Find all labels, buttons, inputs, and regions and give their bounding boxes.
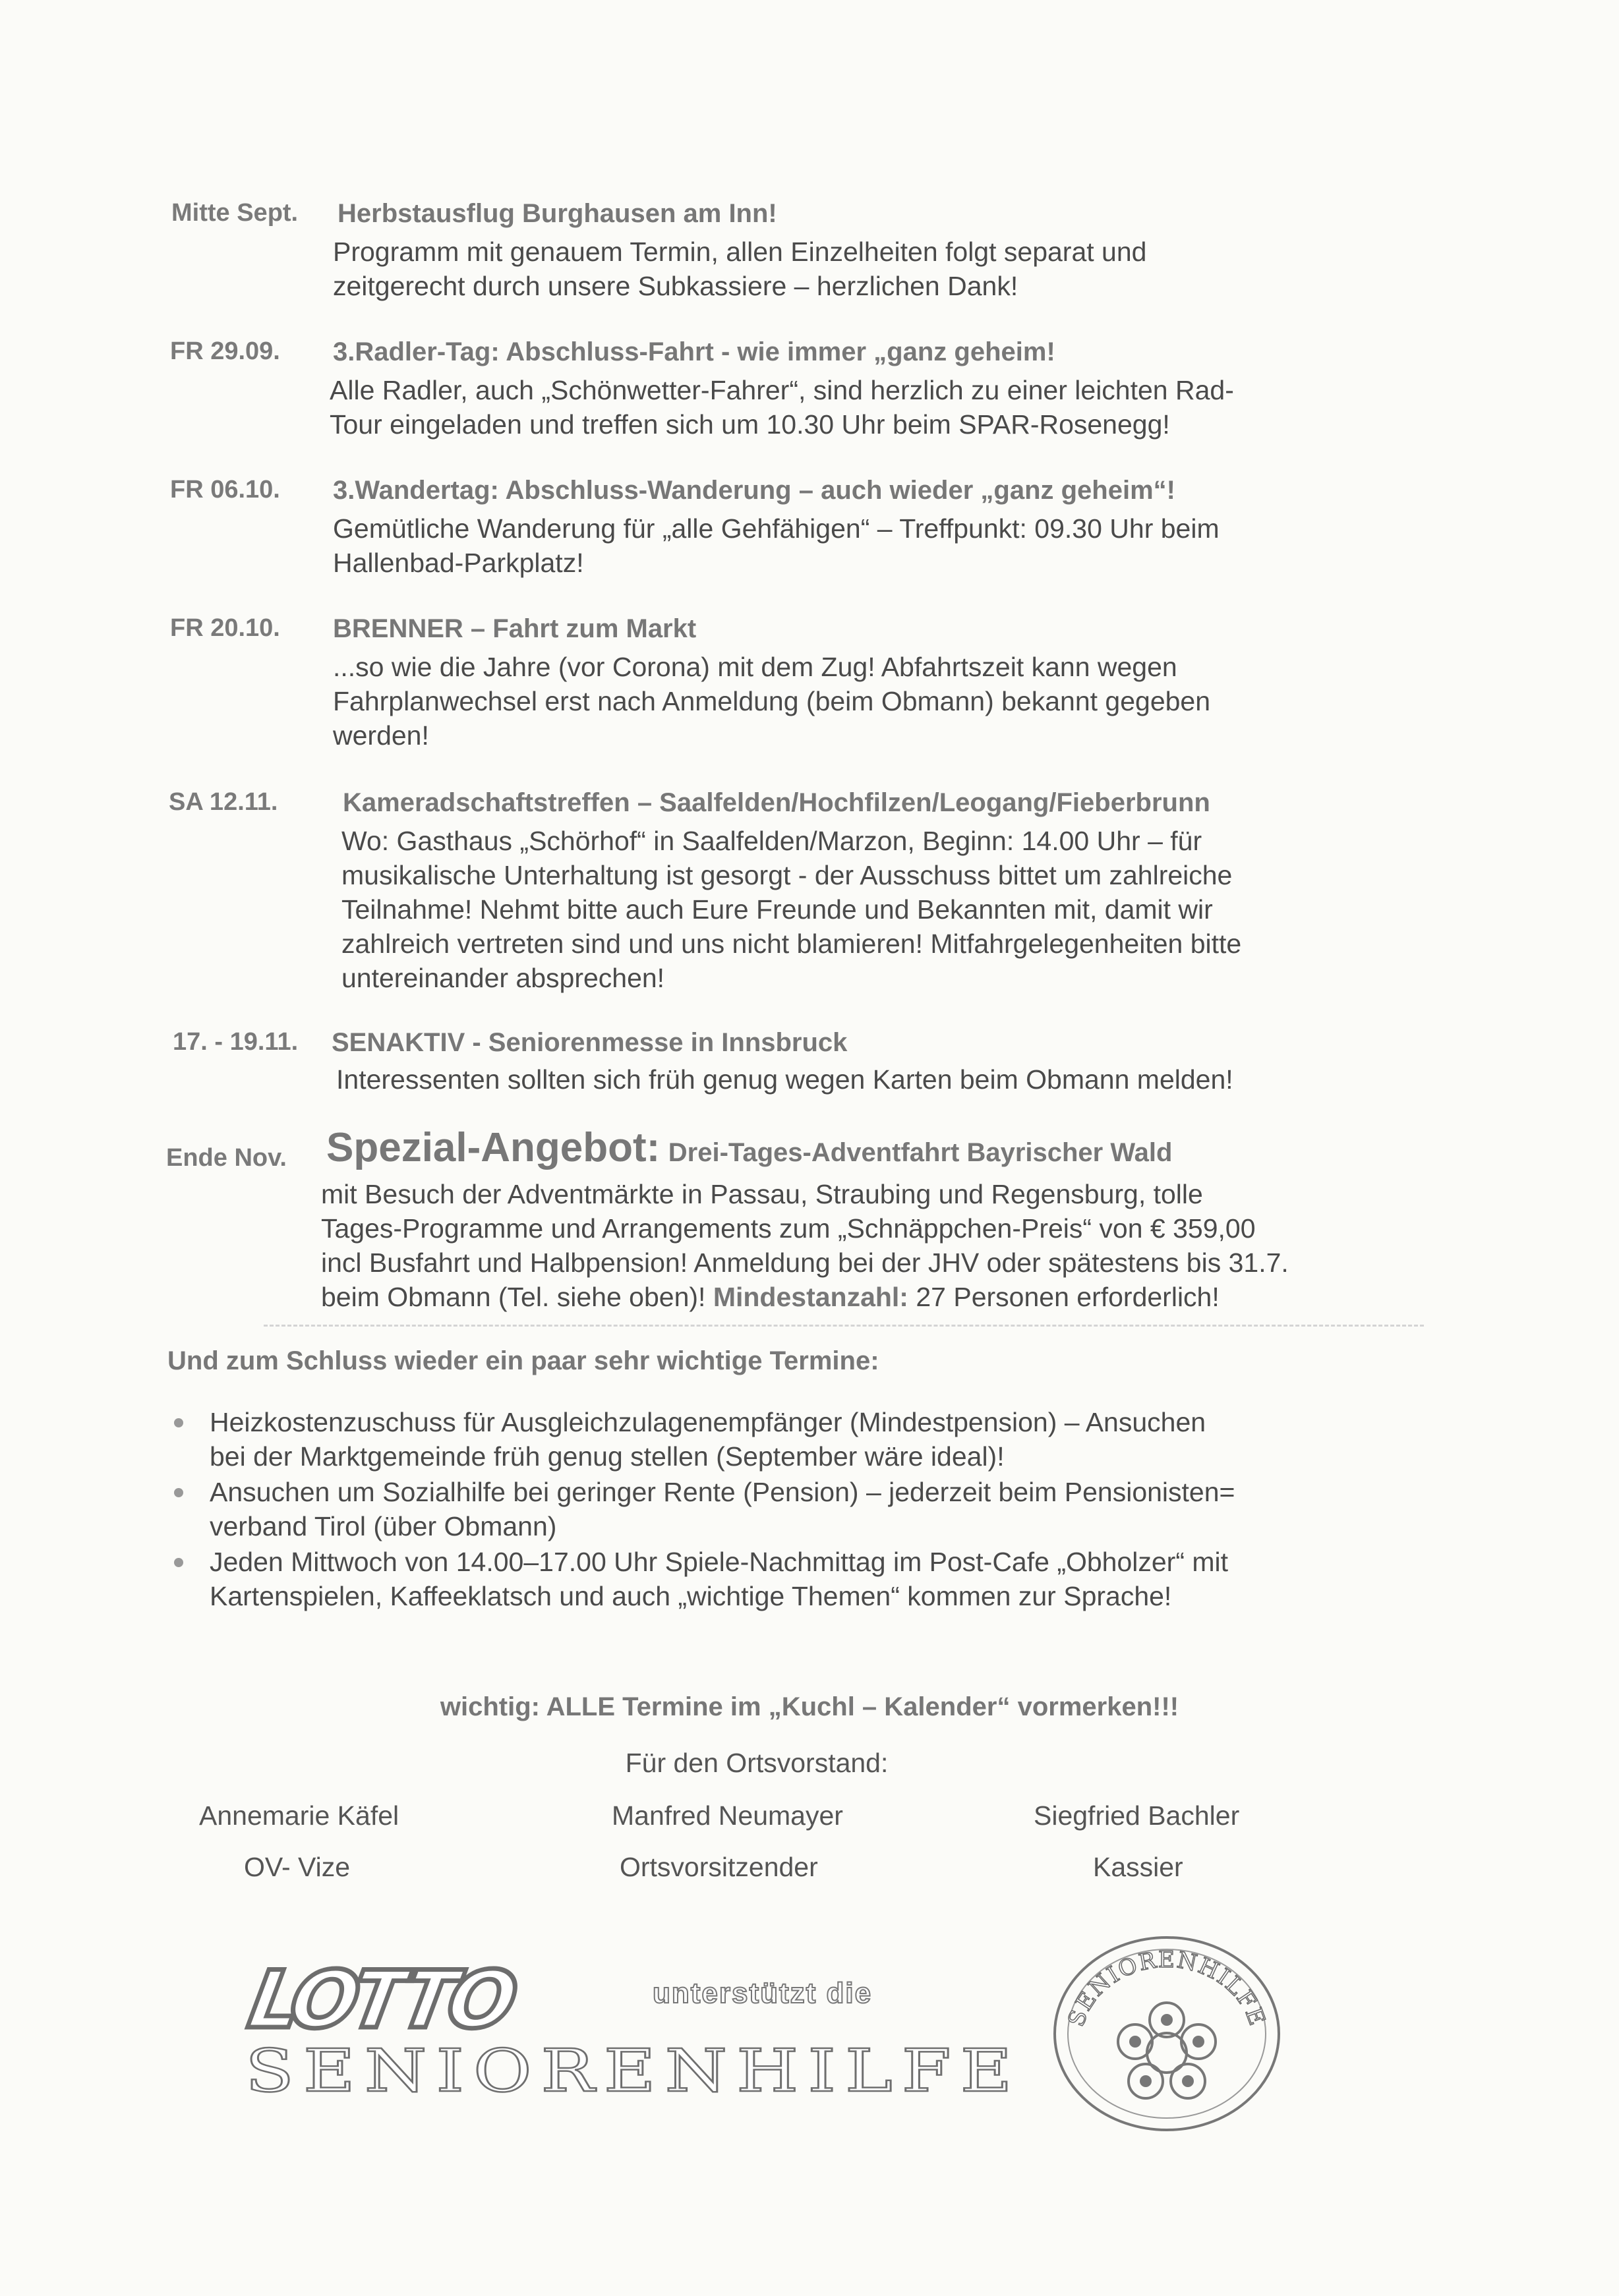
event-description [333,235,1146,303]
lotto-logo: LOTTO [242,1955,517,2046]
description-line: Programm mit genauem Termin, allen Einzelheiten folgt separat und [333,237,1147,267]
description-line: Fahrplanwechsel erst nach Anmeldung (beim Obmann) bekannt gegeben [333,686,1211,716]
description-line: Tour eingeladen und treffen sich um 10.30 Uhr beim SPAR-Rosenegg! [330,409,1170,440]
description-line: untereinander absprechen! [341,963,665,993]
divider [264,1325,1424,1327]
description-line: musikalische Unterhaltung ist gesorgt - der Ausschuss bittet um zahlreiche [341,860,1233,890]
signature-name: Annemarie Käfel [199,1800,399,1831]
description-line: Interessenten sollten sich früh genug wegen Karten beim Obmann melden! [336,1064,1233,1095]
event-title: 3.Radler-Tag: Abschluss-Fahrt - wie immer „ganz geheim! [333,337,1055,366]
event-date: FR 29.09. [170,337,280,365]
list-item [210,1475,1429,1543]
description-line [321,1280,1289,1314]
text: Kartenspielen, Kaffeeklatsch und auch „wichtige Themen“ kommen zur Sprache! [210,1581,1172,1611]
supports-text: unterstützt die [653,1977,873,2009]
signature-role: OV- Vize [244,1852,351,1882]
closing-heading: Und zum Schluss wieder ein paar sehr wichtige Termine: [167,1346,879,1375]
seal-text: SENIORENHILFE [1063,1946,1271,2030]
seniorenhilfe-wordmark: SENIORENHILFE [245,2038,1022,2106]
event-description [333,511,1220,580]
event-description [333,650,1210,753]
event-date: FR 06.10. [170,476,280,503]
event-date: 17. - 19.11. [173,1028,299,1056]
seniorenhilfe-seal-icon [1048,1931,1285,2137]
reminder: wichtig: ALLE Termine im „Kuchl – Kalender“ vormerken!!! [440,1692,1179,1721]
signature-name: Siegfried Bachler [1034,1800,1240,1831]
event-description [330,373,1234,442]
special-title: Drei-Tages-Adventfahrt Bayrischer Wald [668,1138,1173,1167]
description-line: zahlreich vertreten sind und uns nicht blamieren! Mitfahrgelegenheiten bitte [341,929,1242,959]
list-item [210,1545,1429,1613]
special-headline: Spezial-Angebot: [326,1125,661,1170]
description-line: incl Busfahrt und Halbpension! Anmeldung bei der JHV oder spätestens bis 31.7. [321,1248,1289,1278]
list-item [210,1405,1429,1474]
event-date: FR 20.10. [170,614,280,642]
description-line: mit Besuch der Adventmärkte in Passau, Straubing und Regensburg, tolle [321,1179,1203,1209]
event-date: Ende Nov. [166,1144,287,1172]
text: Jeden Mittwoch von 14.00–17.00 Uhr Spiele-Nachmittag im Post-Cafe „Obholzer“ mit [210,1547,1229,1577]
text: beim Obmann (Tel. siehe oben)! [321,1282,706,1312]
event-title: 3.Wandertag: Abschluss-Wanderung – auch wieder „ganz geheim“! [333,476,1175,505]
signature-role: Ortsvorsitzender [620,1852,818,1882]
description-line: Teilnahme! Nehmt bitte auch Eure Freunde und Bekannten mit, damit wir [341,894,1213,925]
text: Heizkostenzuschuss für Ausgleichzulagenempfänger (Mindestpension) – Ansuchen [210,1407,1206,1437]
event-description [341,824,1241,995]
event-title: BRENNER – Fahrt zum Markt [333,614,697,643]
signature-role: Kassier [1093,1852,1183,1882]
event-description [321,1177,1289,1314]
event-description [336,1062,1233,1097]
description-line: werden! [333,720,429,751]
description-line: Gemütliche Wanderung für „alle Gehfähigen“ – Treffpunkt: 09.30 Uhr beim [333,513,1220,544]
text: Ansuchen um Sozialhilfe bei geringer Rente (Pension) – jederzeit beim Pensionisten= [210,1477,1235,1507]
text: bei der Marktgemeinde früh genug stellen (September wäre ideal)! [210,1441,1005,1472]
min-count-label: Mindestanzahl: [713,1282,908,1312]
min-count-value: 27 Personen erforderlich! [916,1282,1220,1312]
description-line: Alle Radler, auch „Schönwetter-Fahrer“, sind herzlich zu einer leichten Rad- [330,375,1234,405]
bullet-icon [174,1558,183,1567]
bullet-icon [174,1488,183,1497]
bullet-icon [174,1418,183,1427]
event-date: SA 12.11. [169,788,278,816]
description-line: Tages-Programme und Arrangements zum „Schnäppchen-Preis“ von € 359,00 [321,1213,1256,1244]
bullet-list [210,1405,1429,1615]
description-line: zeitgerecht durch unsere Subkassiere – herzlichen Dank! [333,271,1018,301]
special-header [326,1124,1172,1171]
event-title: SENAKTIV - Seniorenmesse in Innsbruck [332,1028,848,1057]
description-line: Hallenbad-Parkplatz! [333,548,584,578]
description-line: ...so wie die Jahre (vor Corona) mit dem Zug! Abfahrtszeit kann wegen [333,652,1177,682]
signature-name: Manfred Neumayer [612,1800,843,1831]
board-label: Für den Ortsvorstand: [625,1748,889,1778]
event-title: Herbstausflug Burghausen am Inn! [338,199,777,228]
description-line: Wo: Gasthaus „Schörhof“ in Saalfelden/Marzon, Beginn: 14.00 Uhr – für [341,826,1202,856]
event-date: Mitte Sept. [171,199,299,227]
event-title: Kameradschaftstreffen – Saalfelden/Hochfilzen/Leogang/Fieberbrunn [343,788,1210,817]
text: verband Tirol (über Obmann) [210,1511,557,1541]
